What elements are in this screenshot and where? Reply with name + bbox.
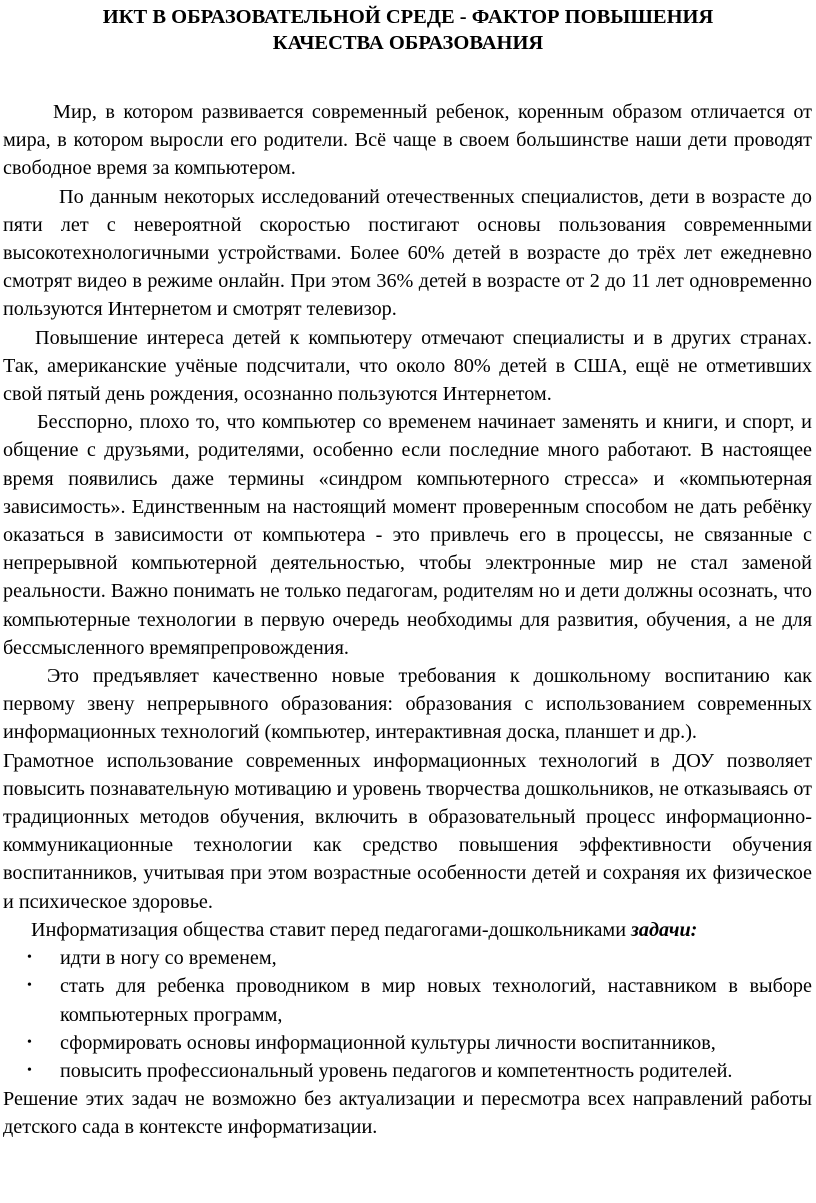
bullet-icon: • — [27, 950, 32, 966]
list-item — [3, 972, 812, 1028]
list-item-text: повысить профессиональный уровень педагогов и компетентность родителей. — [60, 1059, 733, 1082]
list-item — [3, 944, 812, 972]
list-item-text: сформировать основы информационной культуры личности воспитанников, — [60, 1031, 716, 1054]
list-item-text: стать для ребенка проводником в мир новых технологий, наставником в выборе компьютерных программ, — [60, 975, 812, 1026]
bullet-icon: • — [27, 978, 32, 994]
bullet-icon: • — [27, 1062, 32, 1078]
list-item — [3, 1057, 812, 1085]
paragraph-requirements: Это предъявляет качественно новые требования к дошкольному воспитанию как первому звену непрерывного образования: образования с использованием современных информационных технологий (компьютер, интерактивная доска, планшет и др.). — [3, 665, 812, 744]
tasks-intro — [3, 916, 812, 944]
paragraph-ict-usage: Грамотное использование современных информационных технологий в ДОУ позволяет повысить познавательную мотивацию и уровень творчества дошкольников, не отказываясь от традиционных методов обучения, включить в образовательный процесс информационно-коммуникационные технологии как средство повышения эффективности обучения воспитанников, учитывая при этом возрастные особенности детей и сохраняя их физическое и психическое здоровье. — [3, 749, 812, 913]
title-line-1: ИКТ В ОБРАЗОВАТЕЛЬНОЙ СРЕДЕ - ФАКТОР ПОВЫШЕНИЯ — [102, 6, 714, 28]
paragraph-intro: Мир, в котором развивается современный ребенок, коренным образом отличается от мира, в котором выросли его родители. Всё чаще в своем большинстве наши дети проводят свободное время за компьютером. — [3, 101, 812, 180]
paragraph-research: По данным некоторых исследований отечественных специалистов, дети в возрасте до пяти лет с невероятной скоростью постигают основы пользования современными высокотехнологичными устройствами. Более 60% детей в возрасте до трёх лет ежедневно смотрят видео в режиме онлайн. При этом 36% детей в возрасте от 2 до 11 лет одновременно пользуются Интернетом и смотрят телевизор. — [3, 185, 812, 321]
paragraph-conclusion: Решение этих задач не возможно без актуализации и пересмотра всех направлений работы детского сада в контексте информатизации. — [3, 1088, 812, 1139]
list-item-text: идти в ногу со временем, — [60, 947, 277, 970]
paragraph-other-countries: Повышение интереса детей к компьютеру отмечают специалисты и в других странах. Так, американские учёные подсчитали, что около 80% детей в США, ещё не отметивших свой пятый день рождения, осознанно пользуются Интернетом. — [3, 326, 812, 406]
tasks-intro-text: Информатизация общества ставит перед педагогами-дошкольниками — [31, 918, 632, 941]
title-line-2: КАЧЕСТВА ОБРАЗОВАНИЯ — [272, 32, 544, 54]
tasks-list — [3, 944, 812, 1085]
document-title — [0, 4, 816, 56]
list-item — [3, 1029, 812, 1057]
paragraph-computer-dependence: Бесспорно, плохо то, что компьютер со временем начинает заменять и книги, и спорт, и общение с друзьями, родителями, особенно если последние много работают. В настоящее время появились даже термины «синдром компьютерного стресса» и «компьютерная зависимость». Единственным на настоящий момент проверенным способом не дать ребёнку оказаться в зависимости от компьютера - это привлечь его в процессы, не связанные с непрерывной компьютерной деятельностью, чтобы электронные мир не стал заменой реальности. Важно понимать не только педагогам, родителям но и дети должны осознать, что компьютерные технологии в первую очередь необходимы для развития, обучения, а не для бессмысленного времяпрепровождения. — [3, 411, 812, 659]
tasks-word: задачи: — [631, 918, 698, 941]
document-body — [3, 98, 812, 1142]
bullet-icon: • — [27, 1034, 32, 1050]
